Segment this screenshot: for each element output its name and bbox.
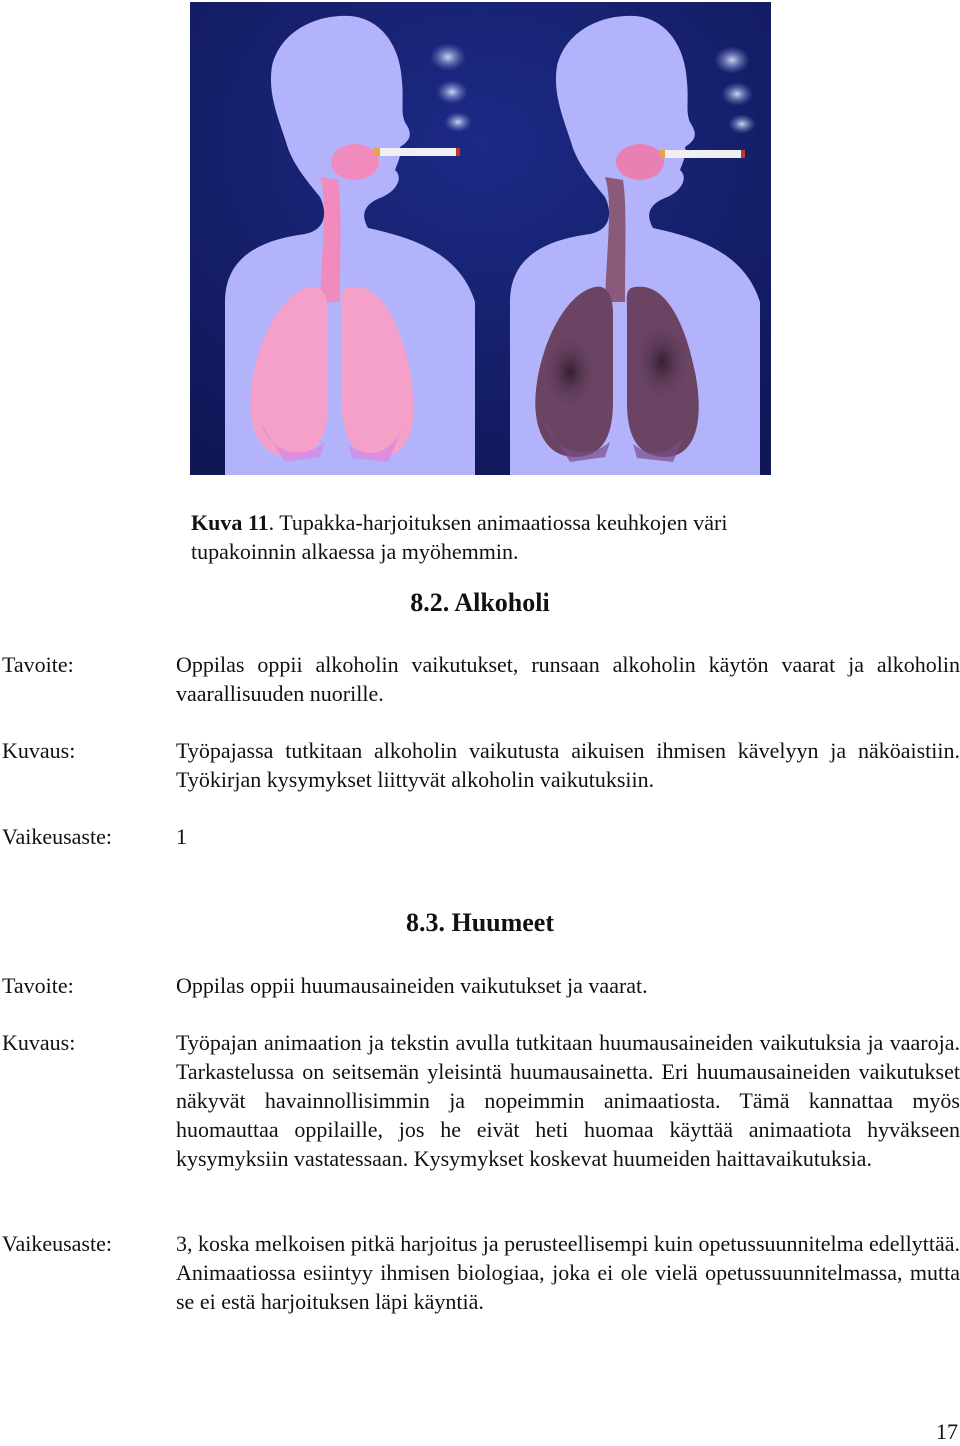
left-cigarette bbox=[378, 148, 458, 156]
caption-text: . Tupakka-harjoituksen animaatiossa keuhkojen väri tupakoinnin alkaessa ja myöhemmin. bbox=[191, 510, 728, 564]
huumeet-goal-label: Tavoite: bbox=[2, 973, 74, 998]
alkoholi-difficulty-label: Vaikeusaste: bbox=[2, 824, 112, 849]
left-mouth bbox=[331, 144, 379, 180]
figure-caption bbox=[191, 508, 791, 566]
alkoholi-desc-text: Työpajassa tutkitaan alkoholin vaikutusta aikuisen ihmisen kävelyyn ja näköaistiin. Työkirjan kysymykset liittyvät alkoholin vaikutuksiin. bbox=[176, 738, 960, 792]
alkoholi-goal-text: Oppilas oppii alkoholin vaikutukset, runsaan alkoholin käytön vaarat ja alkoholin vaarallisuuden nuorille. bbox=[176, 652, 960, 706]
section-title-alkoholi: 8.2. Alkoholi bbox=[410, 588, 550, 617]
huumeet-desc-text: Työpajan animaation ja tekstin avulla tutkitaan huumausaineiden vaikutuksia ja vaaroja. Tarkastelussa on seitsemän yleisintä huumausainetta. Eri huumausaineiden vaikutukset näkyvät havainnollisimmin ja nopeimmin animaatiosta. Tämä kannattaa myös huomauttaa oppilaille, jos he eivät heti huomaa käyttää animaatiota hyväkseen kysymyksiin vastatessaan. Kysymykset koskevat huumeiden haittavaikutuksia. bbox=[176, 1030, 960, 1171]
alkoholi-difficulty-value: 1 bbox=[176, 824, 187, 849]
caption-label: Kuva 11 bbox=[191, 510, 269, 535]
page-number: 17 bbox=[936, 1419, 958, 1444]
right-cigarette bbox=[663, 150, 743, 158]
alkoholi-desc-label: Kuvaus: bbox=[2, 738, 76, 763]
right-mouth bbox=[616, 144, 664, 180]
huumeet-desc-label: Kuvaus: bbox=[2, 1030, 76, 1055]
smoking-lungs-illustration bbox=[190, 2, 771, 475]
alkoholi-goal-label: Tavoite: bbox=[2, 652, 74, 677]
huumeet-difficulty-text: 3, koska melkoisen pitkä harjoitus ja perusteellisempi kuin opetussuunnitelma edellyttää. Animaatiossa esiintyy ihmisen biologiaa, joka ei ole vielä opetussuunnitelmassa, mutta se ei estä harjoituksen läpi käyntiä. bbox=[176, 1231, 960, 1314]
huumeet-goal-text: Oppilas oppii huumausaineiden vaikutukset ja vaarat. bbox=[176, 973, 648, 998]
huumeet-difficulty-label: Vaikeusaste: bbox=[2, 1231, 112, 1256]
section-title-huumeet: 8.3. Huumeet bbox=[405, 908, 555, 937]
